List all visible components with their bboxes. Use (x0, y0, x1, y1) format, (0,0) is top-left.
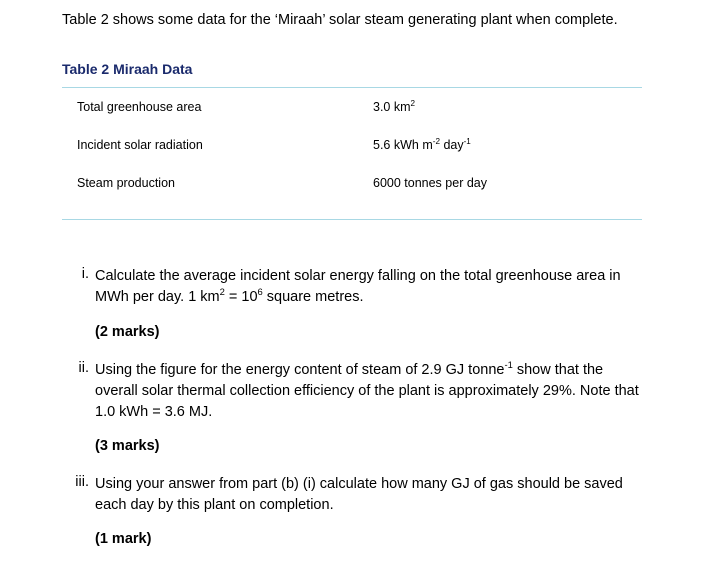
question-number: iii. (75, 474, 89, 490)
question-text: Calculate the average incident solar energy falling on the total greenhouse area in MWh per day. 1 $km^2 = 10^6$ square metres. (95, 268, 621, 305)
question-text: Using the figure for the energy content of steam of 2.9 GJ tonne$^{-1}$ show that the overall solar thermal collection efficiency of the plant is approximately 29%. Note that 1.0 kWh = 3.6 MJ. (95, 359, 639, 420)
question-number: i. (81, 266, 89, 282)
row-label-area: Total greenhouse area (77, 100, 202, 114)
row-value-area: 3.0 $km^2$ (373, 98, 416, 114)
table-top-rule (62, 87, 642, 88)
row-value-radiation: 5.6 kWh $m^{-2}$ day$^{-1}$ (373, 136, 471, 152)
row-label-radiation: Incident solar radiation (77, 138, 203, 152)
question-text: Using your answer from part (b) (i) calculate how many GJ of gas should be saved each day by this plant on completion. (95, 476, 623, 513)
table-title: Table 2 Miraah Data (62, 61, 193, 77)
row-label-steam: Steam production (77, 176, 175, 190)
intro-text: Table 2 shows some data for the ‘Miraah’ solar steam generating plant when complete. (62, 12, 618, 28)
question-marks: (2 marks) (95, 324, 160, 340)
row-value-steam: 6000 tonnes per day (373, 176, 487, 190)
question-marks: (1 mark) (95, 531, 152, 547)
table-bottom-rule (62, 219, 642, 220)
question-number: ii. (78, 360, 89, 376)
question-marks: (3 marks) (95, 438, 160, 454)
